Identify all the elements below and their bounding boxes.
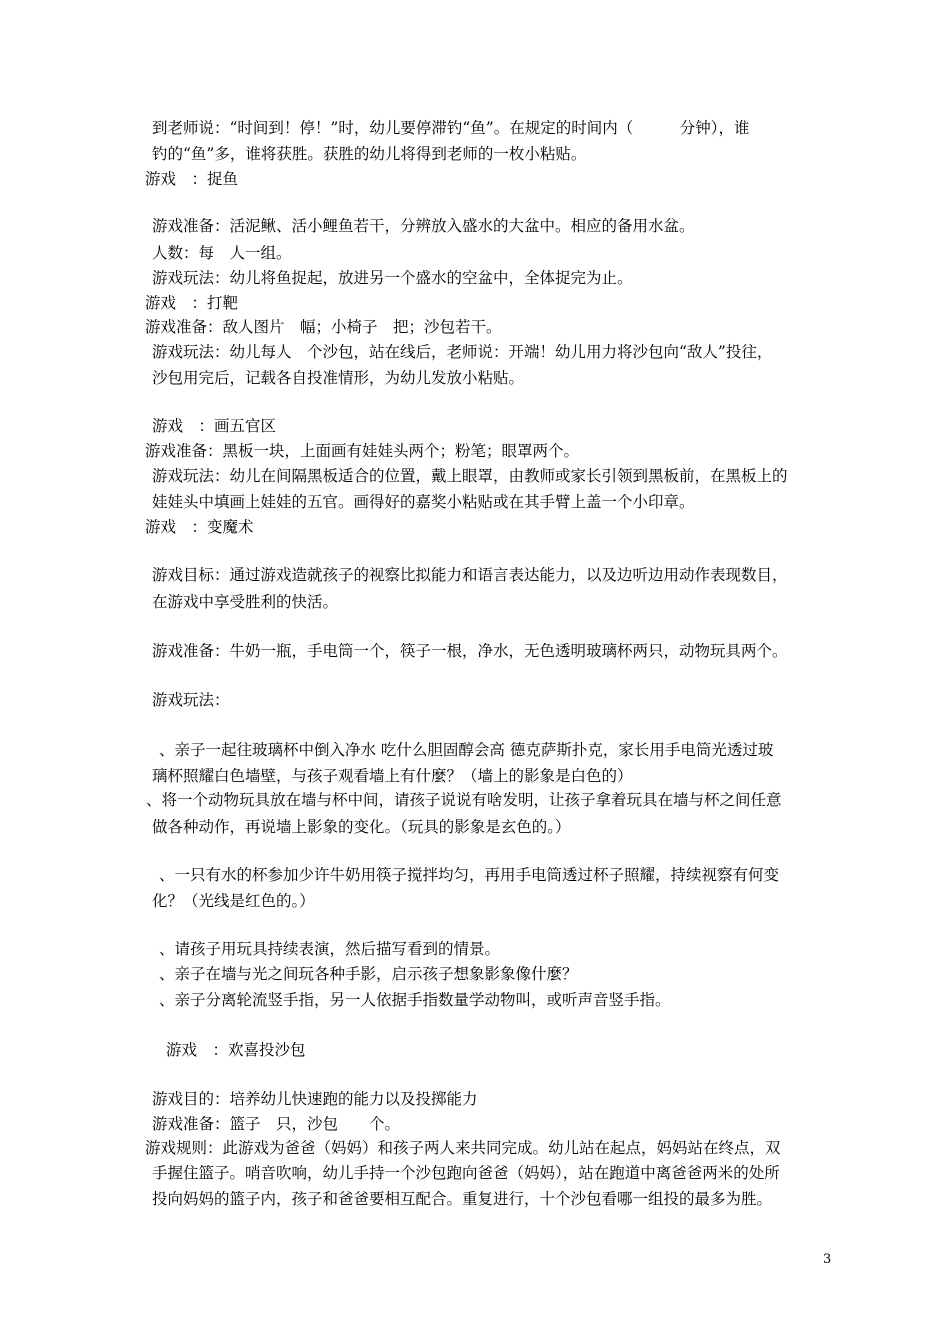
section-heading: 游戏 ：欢喜投沙包: [166, 1041, 306, 1059]
text-line: 做各种动作，再说墙上影象的变化。（玩具的影象是玄色的。）: [152, 818, 571, 836]
text-line: 游戏玩法：幼儿将鱼捉起，放进另一个盛水的空盆中，全体捉完为止。: [152, 269, 633, 287]
text-line: 游戏玩法：幼儿每人 个沙包，站在线后，老师说：开端！幼儿用力将沙包向“敌人”投往，: [152, 343, 773, 361]
text-line: 游戏玩法：幼儿在间隔黑板适合的位置，戴上眼罩，由教师或家长引领到黑板前，在黑板上的: [152, 467, 788, 485]
text-line: 手握住篮子。哨音吹响，幼儿手持一个沙包跑向爸爸（妈妈），站在跑道中离爸爸两米的处所: [152, 1164, 780, 1182]
section-heading: 游戏 ：画五官区: [152, 417, 277, 435]
text-line: 游戏规则：此游戏为爸爸（妈妈）和孩子两人来共同完成。幼儿站在起点，妈妈站在终点，双: [145, 1139, 781, 1157]
text-line: 娃娃头中填画上娃娃的五官。画得好的嘉奖小粘贴或在其手臂上盖一个小印章。: [152, 493, 695, 511]
text-line: 在游戏中享受胜利的快活。: [152, 593, 339, 611]
text-line: 游戏准备：篮子 只，沙包 个。: [152, 1115, 401, 1133]
list-item: 、一只有水的杯参加少许牛奶用筷子搅拌均匀，再用手电筒透过杯子照耀，持续视察有何变: [159, 866, 780, 884]
text-line: 钓的“鱼”多，谁将获胜。获胜的幼儿将得到老师的一枚小粘贴。: [152, 145, 587, 163]
text-line: 投向妈妈的篮子内，孩子和爸爸要相互配合。重复进行，十个沙包看哪一组投的最多为胜。: [152, 1190, 773, 1208]
text-line: 璃杯照耀白色墙壁，与孩子观看墙上有什麼？（墙上的影象是白色的）: [152, 767, 633, 785]
list-item: 、亲子一起往玻璃杯中倒入净水 吃什么胆固醇会高 德克萨斯扑克，家长用手电筒光透过玻: [159, 741, 774, 759]
section-heading: 游戏 ：打靶: [145, 294, 239, 312]
section-heading: 游戏 ：捉鱼: [145, 170, 239, 188]
text-line: 沙包用完后，记载各自投准情形，为幼儿发放小粘贴。: [152, 369, 525, 387]
text-line: 人数：每 人一组。: [152, 244, 292, 262]
list-item: 、亲子在墙与光之间玩各种手影，启示孩子想象影象像什麼？: [159, 965, 578, 983]
text-line: 游戏准备：活泥鳅、活小鲤鱼若干，分辨放入盛水的大盆中。相应的备用水盆。: [152, 217, 695, 235]
list-item: 、将一个动物玩具放在墙与杯中间，请孩子说说有啥发明，让孩子拿着玩具在墙与杯之间任意: [146, 791, 782, 809]
text-line: 游戏准备：牛奶一瓶，手电筒一个，筷子一根，净水，无色透明玻璃杯两只，动物玩具两个。: [152, 642, 788, 660]
text-line: 游戏目标：通过游戏造就孩子的视察比拟能力和语言表达能力，以及边听边用动作表现数目，: [152, 566, 788, 584]
list-item: 、请孩子用玩具持续表演，然后描写看到的情景。: [159, 940, 501, 958]
text-line: 到老师说：“时间到！停！”时，幼儿要停滞钓“鱼”。在规定的时间内（ 分钟），谁: [152, 119, 750, 137]
text-line: 游戏目的：培养幼儿快速跑的能力以及投掷能力: [152, 1090, 478, 1108]
text-line: 游戏准备：黑板一块，上面画有娃娃头两个；粉笔；眼罩两个。: [145, 442, 580, 460]
text-line: 游戏玩法：: [152, 691, 230, 709]
text-line: 化？（光线是红色的。）: [152, 892, 315, 910]
section-heading: 游戏 ：变魔术: [145, 518, 254, 536]
list-item: 、亲子分离轮流竖手指，另一人依据手指数量学动物叫，或听声音竖手指。: [159, 991, 671, 1009]
text-line: 游戏准备：敌人图片 幅；小椅子 把；沙包若干。: [145, 318, 502, 336]
page-number: 3: [823, 1252, 832, 1267]
